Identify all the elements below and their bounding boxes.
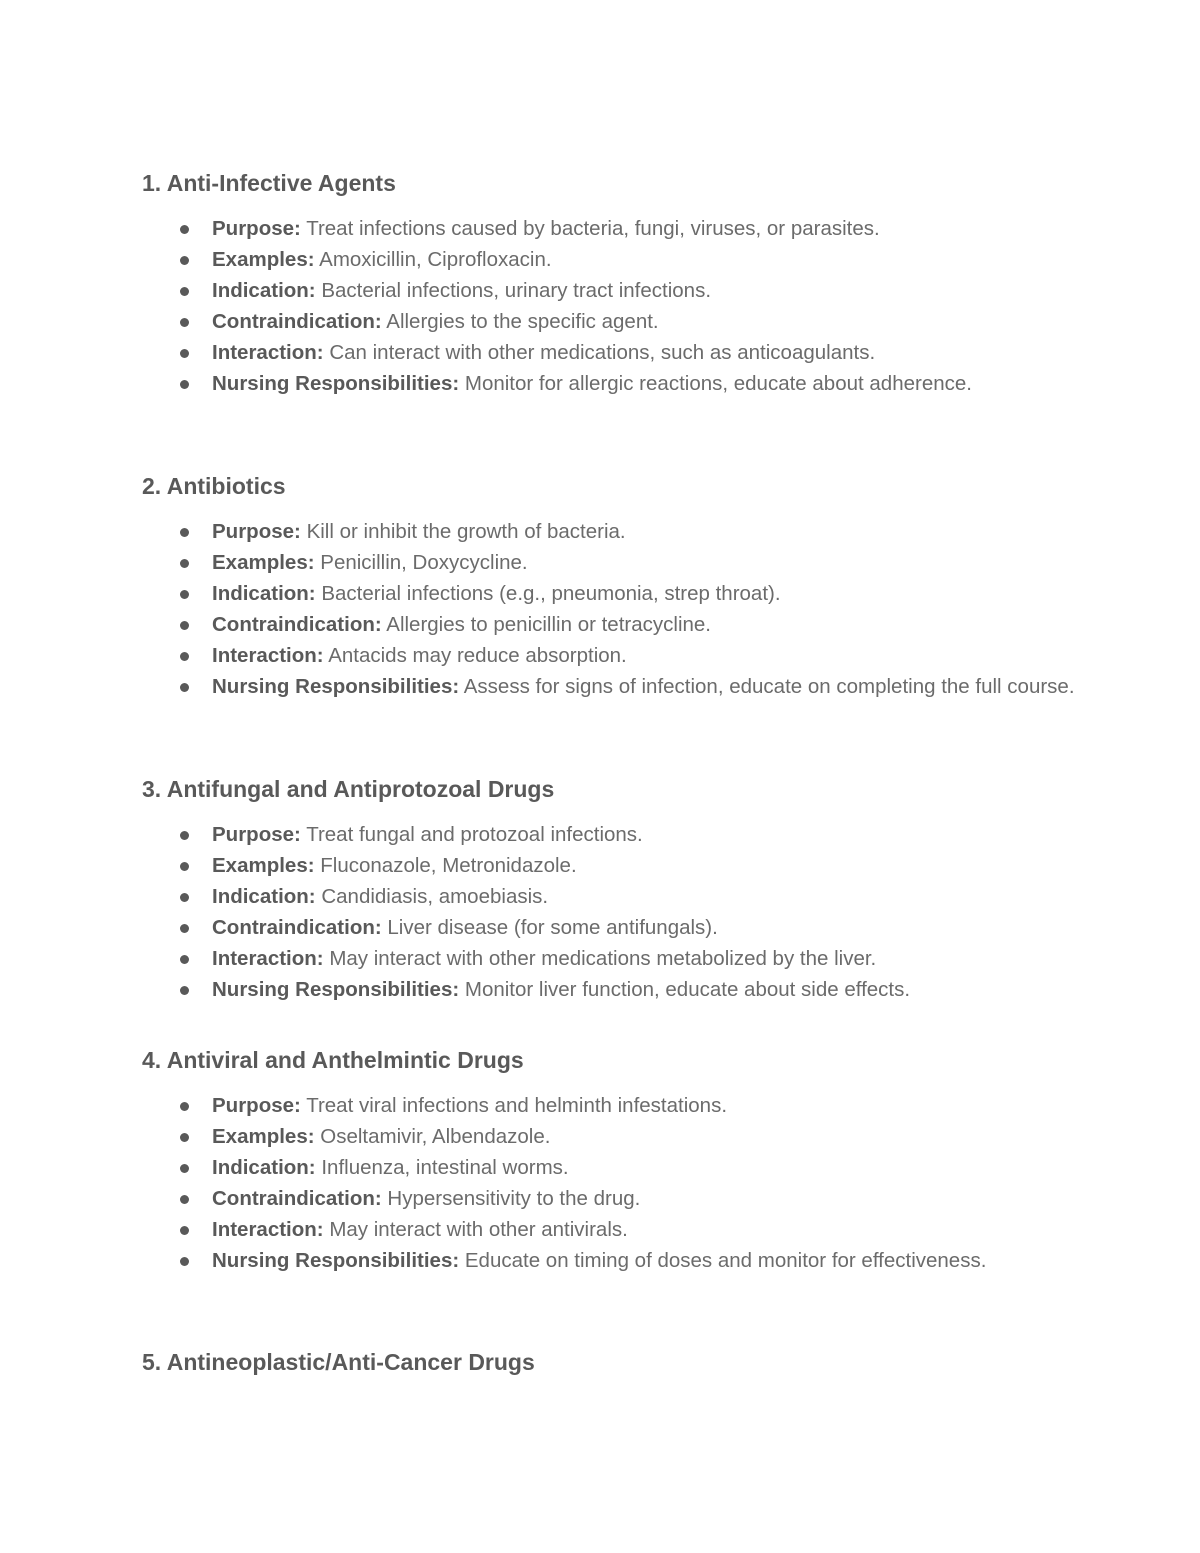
bullet-icon	[180, 590, 189, 599]
item-label: Contraindication:	[212, 1187, 382, 1210]
item-label: Examples:	[212, 1125, 315, 1148]
section-antiviral-anthelmintic	[142, 1046, 1062, 1272]
list-item	[142, 974, 1062, 1005]
bullet-icon	[180, 528, 189, 537]
item-text: Penicillin, Doxycycline.	[320, 551, 528, 574]
bullet-list	[142, 819, 1062, 1005]
item-text: Monitor liver function, educate about side effects.	[464, 978, 911, 1001]
bullet-icon	[180, 893, 189, 902]
list-item	[142, 306, 1062, 337]
item-text: Candidiasis, amoebiasis.	[321, 885, 549, 908]
list-item	[142, 943, 1062, 974]
section-antifungal-antiprotozoal	[142, 775, 1062, 1001]
bullet-icon	[180, 986, 189, 995]
section-heading: 5. Antineoplastic/Anti-Cancer Drugs	[142, 1349, 535, 1375]
item-label: Purpose:	[212, 217, 301, 240]
item-label: Examples:	[212, 248, 315, 271]
item-text: Treat fungal and protozoal infections.	[306, 823, 643, 846]
bullet-icon	[180, 1195, 189, 1204]
bullet-icon	[180, 1257, 189, 1266]
bullet-icon	[180, 256, 189, 265]
bullet-icon	[180, 349, 189, 358]
bullet-icon	[180, 1133, 189, 1142]
bullet-icon	[180, 683, 189, 692]
list-item	[142, 1090, 1062, 1121]
item-text: Assess for signs of infection, educate on completing the full course.	[463, 675, 1075, 698]
item-text: Bacterial infections (e.g., pneumonia, strep throat).	[321, 582, 781, 605]
section-anti-infective	[142, 169, 1062, 395]
bullet-icon	[180, 318, 189, 327]
item-label: Indication:	[212, 885, 316, 908]
item-label: Indication:	[212, 1156, 316, 1179]
item-text: May interact with other antivirals.	[329, 1218, 628, 1241]
section-antibiotics	[142, 472, 1075, 698]
item-label: Interaction:	[212, 947, 324, 970]
item-text: Amoxicillin, Ciprofloxacin.	[319, 248, 552, 271]
item-label: Nursing Responsibilities:	[212, 372, 460, 395]
section-heading: 4. Antiviral and Anthelmintic Drugs	[142, 1047, 524, 1073]
list-item	[142, 578, 1062, 609]
list-item	[142, 1183, 1062, 1214]
list-item	[142, 275, 1062, 306]
item-label: Interaction:	[212, 341, 324, 364]
list-item	[142, 671, 1122, 702]
bullet-icon	[180, 1226, 189, 1235]
item-text: May interact with other medications metabolized by the liver.	[329, 947, 877, 970]
item-label: Interaction:	[212, 644, 324, 667]
list-item	[142, 516, 1062, 547]
item-text: Kill or inhibit the growth of bacteria.	[306, 520, 626, 543]
item-text: Influenza, intestinal worms.	[321, 1156, 569, 1179]
item-text: Liver disease (for some antifungals).	[387, 916, 718, 939]
item-label: Purpose:	[212, 520, 301, 543]
bullet-icon	[180, 1102, 189, 1111]
bullet-list	[142, 1090, 1062, 1276]
item-label: Purpose:	[212, 823, 301, 846]
item-label: Contraindication:	[212, 613, 382, 636]
item-label: Examples:	[212, 854, 315, 877]
list-item	[142, 1214, 1062, 1245]
bullet-icon	[180, 1164, 189, 1173]
bullet-icon	[180, 380, 189, 389]
section-antineoplastic	[142, 1348, 1062, 1376]
item-text: Allergies to the specific agent.	[386, 310, 659, 333]
item-label: Contraindication:	[212, 916, 382, 939]
list-item	[142, 244, 1062, 275]
item-label: Examples:	[212, 551, 315, 574]
list-item	[142, 1152, 1062, 1183]
list-item	[142, 881, 1062, 912]
section-heading: 2. Antibiotics	[142, 473, 286, 499]
item-label: Nursing Responsibilities:	[212, 675, 460, 698]
item-label: Contraindication:	[212, 310, 382, 333]
list-item	[142, 337, 1062, 368]
item-text: Allergies to penicillin or tetracycline.	[386, 613, 711, 636]
list-item	[142, 912, 1062, 943]
item-text: Fluconazole, Metronidazole.	[320, 854, 577, 877]
list-item	[142, 1245, 1032, 1276]
item-label: Indication:	[212, 582, 316, 605]
list-item	[142, 850, 1062, 881]
list-item	[142, 547, 1062, 578]
item-text: Antacids may reduce absorption.	[328, 644, 627, 667]
item-text: Monitor for allergic reactions, educate about adherence.	[464, 372, 972, 395]
item-text: Educate on timing of doses and monitor for effectiveness.	[464, 1249, 987, 1272]
item-label: Nursing Responsibilities:	[212, 978, 460, 1001]
list-item	[142, 213, 1062, 244]
bullet-icon	[180, 924, 189, 933]
item-text: Treat infections caused by bacteria, fungi, viruses, or parasites.	[306, 217, 880, 240]
bullet-icon	[180, 621, 189, 630]
list-item	[142, 640, 1062, 671]
bullet-icon	[180, 862, 189, 871]
bullet-icon	[180, 559, 189, 568]
list-item	[142, 819, 1062, 850]
item-label: Interaction:	[212, 1218, 324, 1241]
list-item	[142, 1121, 1062, 1152]
bullet-icon	[180, 955, 189, 964]
item-label: Purpose:	[212, 1094, 301, 1117]
item-text: Treat viral infections and helminth infestations.	[306, 1094, 728, 1117]
section-heading: 3. Antifungal and Antiprotozoal Drugs	[142, 776, 555, 802]
item-text: Can interact with other medications, such as anticoagulants.	[329, 341, 876, 364]
item-text: Bacterial infections, urinary tract infections.	[321, 279, 712, 302]
item-label: Nursing Responsibilities:	[212, 1249, 460, 1272]
bullet-icon	[180, 652, 189, 661]
bullet-list	[142, 213, 1062, 399]
item-text: Oseltamivir, Albendazole.	[320, 1125, 551, 1148]
section-heading: 1. Anti-Infective Agents	[142, 170, 396, 196]
list-item	[142, 609, 1062, 640]
bullet-list	[142, 516, 1075, 702]
item-label: Indication:	[212, 279, 316, 302]
list-item	[142, 368, 972, 399]
item-text: Hypersensitivity to the drug.	[387, 1187, 641, 1210]
bullet-icon	[180, 831, 189, 840]
bullet-icon	[180, 225, 189, 234]
bullet-icon	[180, 287, 189, 296]
